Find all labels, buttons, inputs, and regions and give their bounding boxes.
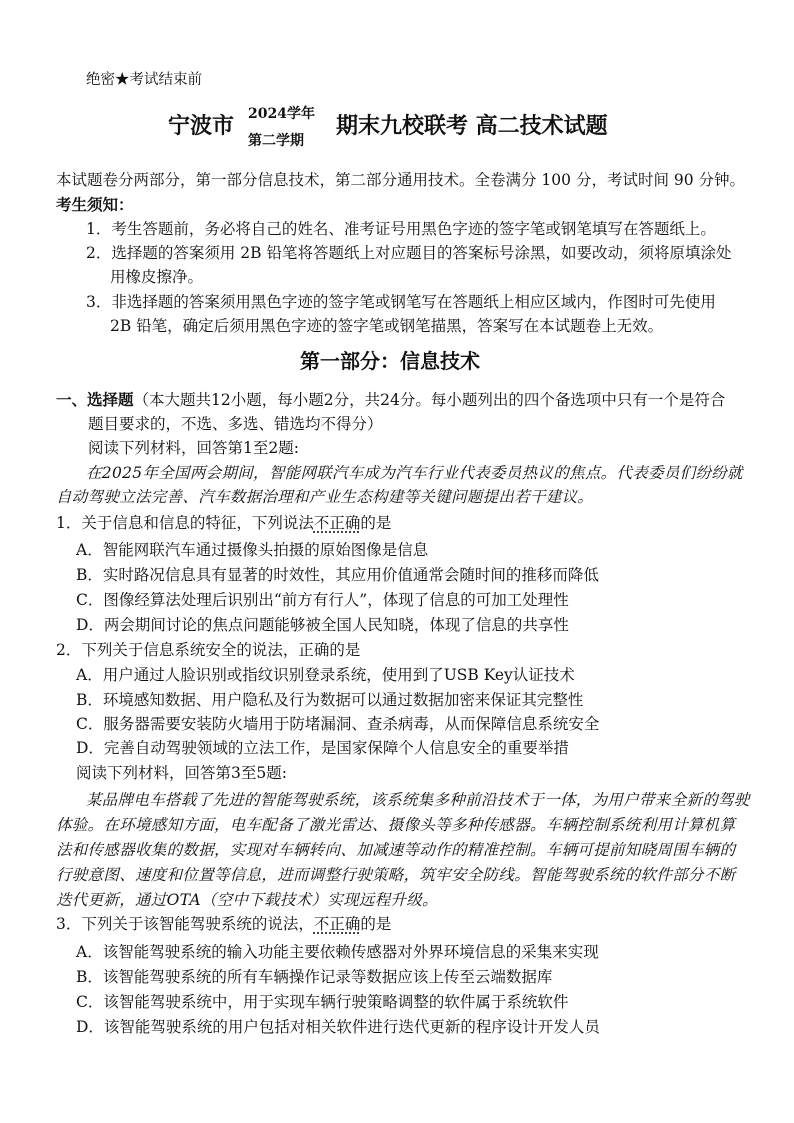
part-description-cont: 题目要求的，不选、多选、错选均不得分） bbox=[88, 415, 383, 433]
title-rest: 期末九校联考 高二技术试题 bbox=[336, 113, 608, 139]
note-item: 2B 铅笔，确定后须用黑色字迹的签字笔或钢笔描黑，答案写在本试题卷上无效。 bbox=[110, 317, 664, 335]
stem-text: 的是 bbox=[360, 915, 392, 933]
title-semester: 第二学期 bbox=[248, 133, 304, 149]
question-1-option-c: C．图像经算法处理后识别出“前方有行人”，体现了信息的可加工处理性 bbox=[76, 591, 569, 609]
paper-description: 本试题卷分两部分，第一部分信息技术，第二部分通用技术。全卷满分 100 分，考试时间 90 分钟。 bbox=[56, 171, 746, 189]
question-1-stem bbox=[56, 513, 391, 533]
question-3-option-a: A．该智能驾驶系统的输入功能主要依赖传感器对外界环境信息的采集来实现 bbox=[76, 943, 599, 961]
stem-text: 3．下列关于该智能驾驶系统的说法， bbox=[56, 915, 314, 933]
question-1-option-a: A．智能网联汽车通过摄像头拍摄的原始图像是信息 bbox=[76, 541, 429, 559]
reading-instruction: 阅读下列材料，回答第3至5题: bbox=[76, 764, 287, 782]
note-item: 3．非选择题的答案须用黑色字迹的签字笔或钢笔写在答题纸上相应区域内，作图时可先使用 bbox=[86, 293, 716, 311]
notice-title: 考生须知： bbox=[56, 195, 134, 214]
note-item: 1．考生答题前，务必将自己的姓名、准考证号用黑色字迹的签字笔或钢笔填写在答题纸上。 bbox=[86, 220, 716, 238]
title-year: 2024学年 bbox=[248, 106, 315, 122]
part-header bbox=[56, 390, 725, 410]
question-3-stem bbox=[56, 914, 391, 934]
passage-line: 行驶意图、速度和位置等信息，进而调整行驶策略，筑牢安全防线。智能驾驶系统的软件部分不断 bbox=[56, 866, 736, 884]
question-2-stem: 2．下列关于信息系统安全的说法，正确的是 bbox=[56, 641, 361, 659]
question-2-option-a: A．用户通过人脸识别或指纹识别登录系统，使用到了USB Key认证技术 bbox=[76, 666, 575, 684]
question-2-option-c: C．服务器需要安装防火墙用于防堵漏洞、查杀病毒，从而保障信息系统安全 bbox=[76, 715, 600, 733]
question-3-option-b: B．该智能驾驶系统的所有车辆操作记录等数据应该上传至云端数据库 bbox=[76, 968, 553, 986]
passage-line: 迭代更新，通过OTA（空中下载技术）实现远程升级。 bbox=[56, 891, 438, 909]
reading-instruction: 阅读下列材料，回答第1至2题: bbox=[88, 439, 299, 457]
question-1-option-b: B．实时路况信息具有显著的时效性，其应用价值通常会随时间的推移而降低 bbox=[76, 566, 599, 584]
note-item: 用橡皮擦净。 bbox=[110, 268, 204, 286]
stem-text: 的是 bbox=[360, 514, 392, 532]
passage-line: 某品牌电车搭载了先进的智能驾驶系统，该系统集多种前沿技术于一体，为用户带来全新的驾驶 bbox=[86, 791, 750, 809]
passage-line: 在2025年全国两会期间，智能网联汽车成为汽车行业代表委员热议的焦点。代表委员们纷纷就 bbox=[86, 464, 743, 482]
part-label: 一、选择题 bbox=[56, 390, 134, 409]
question-2-option-b: B．环境感知数据、用户隐私及行为数据可以通过数据加密来保证其完整性 bbox=[76, 691, 584, 709]
stem-text: 1．关于信息和信息的特征，下列说法 bbox=[56, 514, 314, 532]
passage-line: 法和传感器收集的数据，实现对车辆转向、加减速等动作的精准控制。车辆可提前知晓周围车辆的 bbox=[56, 841, 736, 859]
emphasis-text: 不正确 bbox=[313, 915, 361, 933]
passage-line: 自动驾驶立法完善、汽车数据治理和产业生态构建等关键问题提出若干建议。 bbox=[56, 488, 594, 506]
question-2-option-d: D．完善自动驾驶领域的立法工作，是国家保障个人信息安全的重要举措 bbox=[76, 739, 569, 757]
passage-line: 体验。在环境感知方面，电车配备了激光雷达、摄像头等多种传感器。车辆控制系统利用计算机算 bbox=[56, 816, 736, 834]
part-description: （本大题共12小题，每小题2分，共24分。每小题列出的四个备选项中只有一个是符合 bbox=[133, 391, 726, 409]
question-3-option-c: C．该智能驾驶系统中，用于实现车辆行驶策略调整的软件属于系统软件 bbox=[76, 993, 569, 1011]
section-title: 第一部分：信息技术 bbox=[300, 349, 480, 373]
emphasis-text: 不正确 bbox=[313, 514, 361, 532]
question-3-option-d: D．该智能驾驶系统的用户包括对相关软件进行迭代更新的程序设计开发人员 bbox=[76, 1018, 600, 1036]
confidential-mark: 绝密★考试结束前 bbox=[86, 72, 202, 88]
title-city: 宁波市 bbox=[168, 113, 235, 139]
question-1-option-d: D．两会期间讨论的焦点问题能够被全国人民知晓，体现了信息的共享性 bbox=[76, 616, 569, 634]
note-item: 2．选择题的答案须用 2B 铅笔将答题纸上对应题目的答案标号涂黑，如要改动，须将原填涂处 bbox=[86, 244, 732, 262]
